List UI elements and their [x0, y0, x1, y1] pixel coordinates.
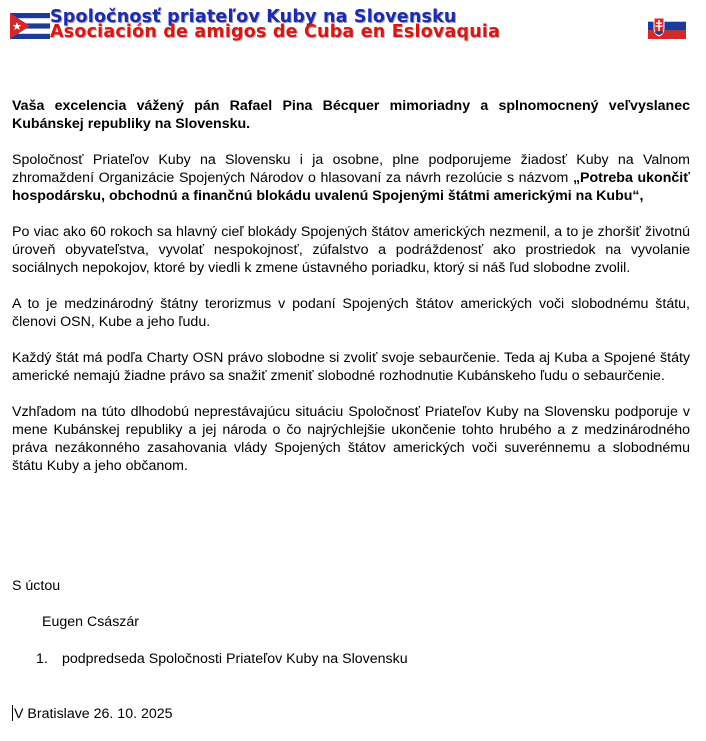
paragraph-support-text: Spoločnosť Priateľov Kuby na Slovensku i ja osobne, plne podporujeme žiadosť Kuby na Valnom zhromaždení Organizácie Spojených Národov o hlasovaní za návrh rezolúcie s názvom	[12, 152, 690, 186]
paragraph-support	[12, 151, 690, 205]
paragraph-blockade-goal: Po viac ako 60 rokoch sa hlavný cieľ blokády Spojených štátov amerických nezmenil, a to je zhoršiť životnú úroveň obyvateľstva, vyvolať nespokojnosť, zúfalstvo a podráždenosť ako prostriedok na vyvolanie sociálnych nepokojov, ktoré by viedli k zmene ústavného poriadku, ktorý si náš ľud slobodne zvolil.	[12, 224, 690, 276]
signer-name: Eugen Császár	[42, 614, 139, 630]
cuba-flag-icon	[10, 13, 50, 39]
letterhead	[10, 7, 686, 42]
role-number: 1.	[36, 651, 48, 667]
title-spanish: Asociación de amigos de Cuba en Eslovaquia	[50, 22, 501, 42]
paragraph-conclusion: Vzhľadom na túto dlhodobú neprestávajúcu situáciu Spoločnosť Priateľov Kuby na Slovensku podporuje v mene Kubánskej republiky a jej národa o čo najrýchlejšie ukončenie tohto hrubého a z medzinárodného práva nezákonného zasahovania vlády Spojených štátov amerických voči suverénnemu a slobodnému štátu Kuby a jeho občanom.	[12, 404, 690, 474]
paragraph-self-determination: Každý štát má podľa Charty OSN právo slobodne si zvoliť svoje sebaurčenie. Teda aj Kuba a Spojené štáty americké nemajú žiadne právo sa snažiť zmeniť slobodné rozhodnutie Kubánskeho ľudu o sebaurčenie.	[12, 350, 690, 384]
role-text: podpredseda Spoločnosti Priateľov Kuby na Slovensku	[61, 651, 408, 667]
slovakia-flag-icon	[648, 13, 686, 39]
text-cursor	[12, 705, 13, 721]
paragraph-terrorism: A to je medzinárodný štátny terorizmus v podaní Spojených štátov amerických voči slobodnému štátu, členovi OSN, Kube a jeho ľudu.	[12, 296, 690, 330]
title-slovak: Spoločnosť priateľov Kuby na Slovensku	[50, 7, 457, 27]
addressee: Vaša excelencia vážený pán Rafael Pina Bécquer mimoriadny a splnomocnený veľvyslanec Kubánskej republiky na Slovensku.	[12, 98, 690, 132]
place-date[interactable]	[12, 705, 173, 723]
resolution-title: „Potreba ukončiť hospodársku, obchodnú a finančnú blokádu uvalenú Spojenými štátmi americkými na Kubu“,	[12, 170, 690, 204]
place-date-text: V Bratislave 26. 10. 2025	[14, 706, 173, 722]
greeting: S úctou	[12, 578, 61, 594]
signer-role	[36, 650, 408, 668]
letter-body	[12, 97, 690, 493]
